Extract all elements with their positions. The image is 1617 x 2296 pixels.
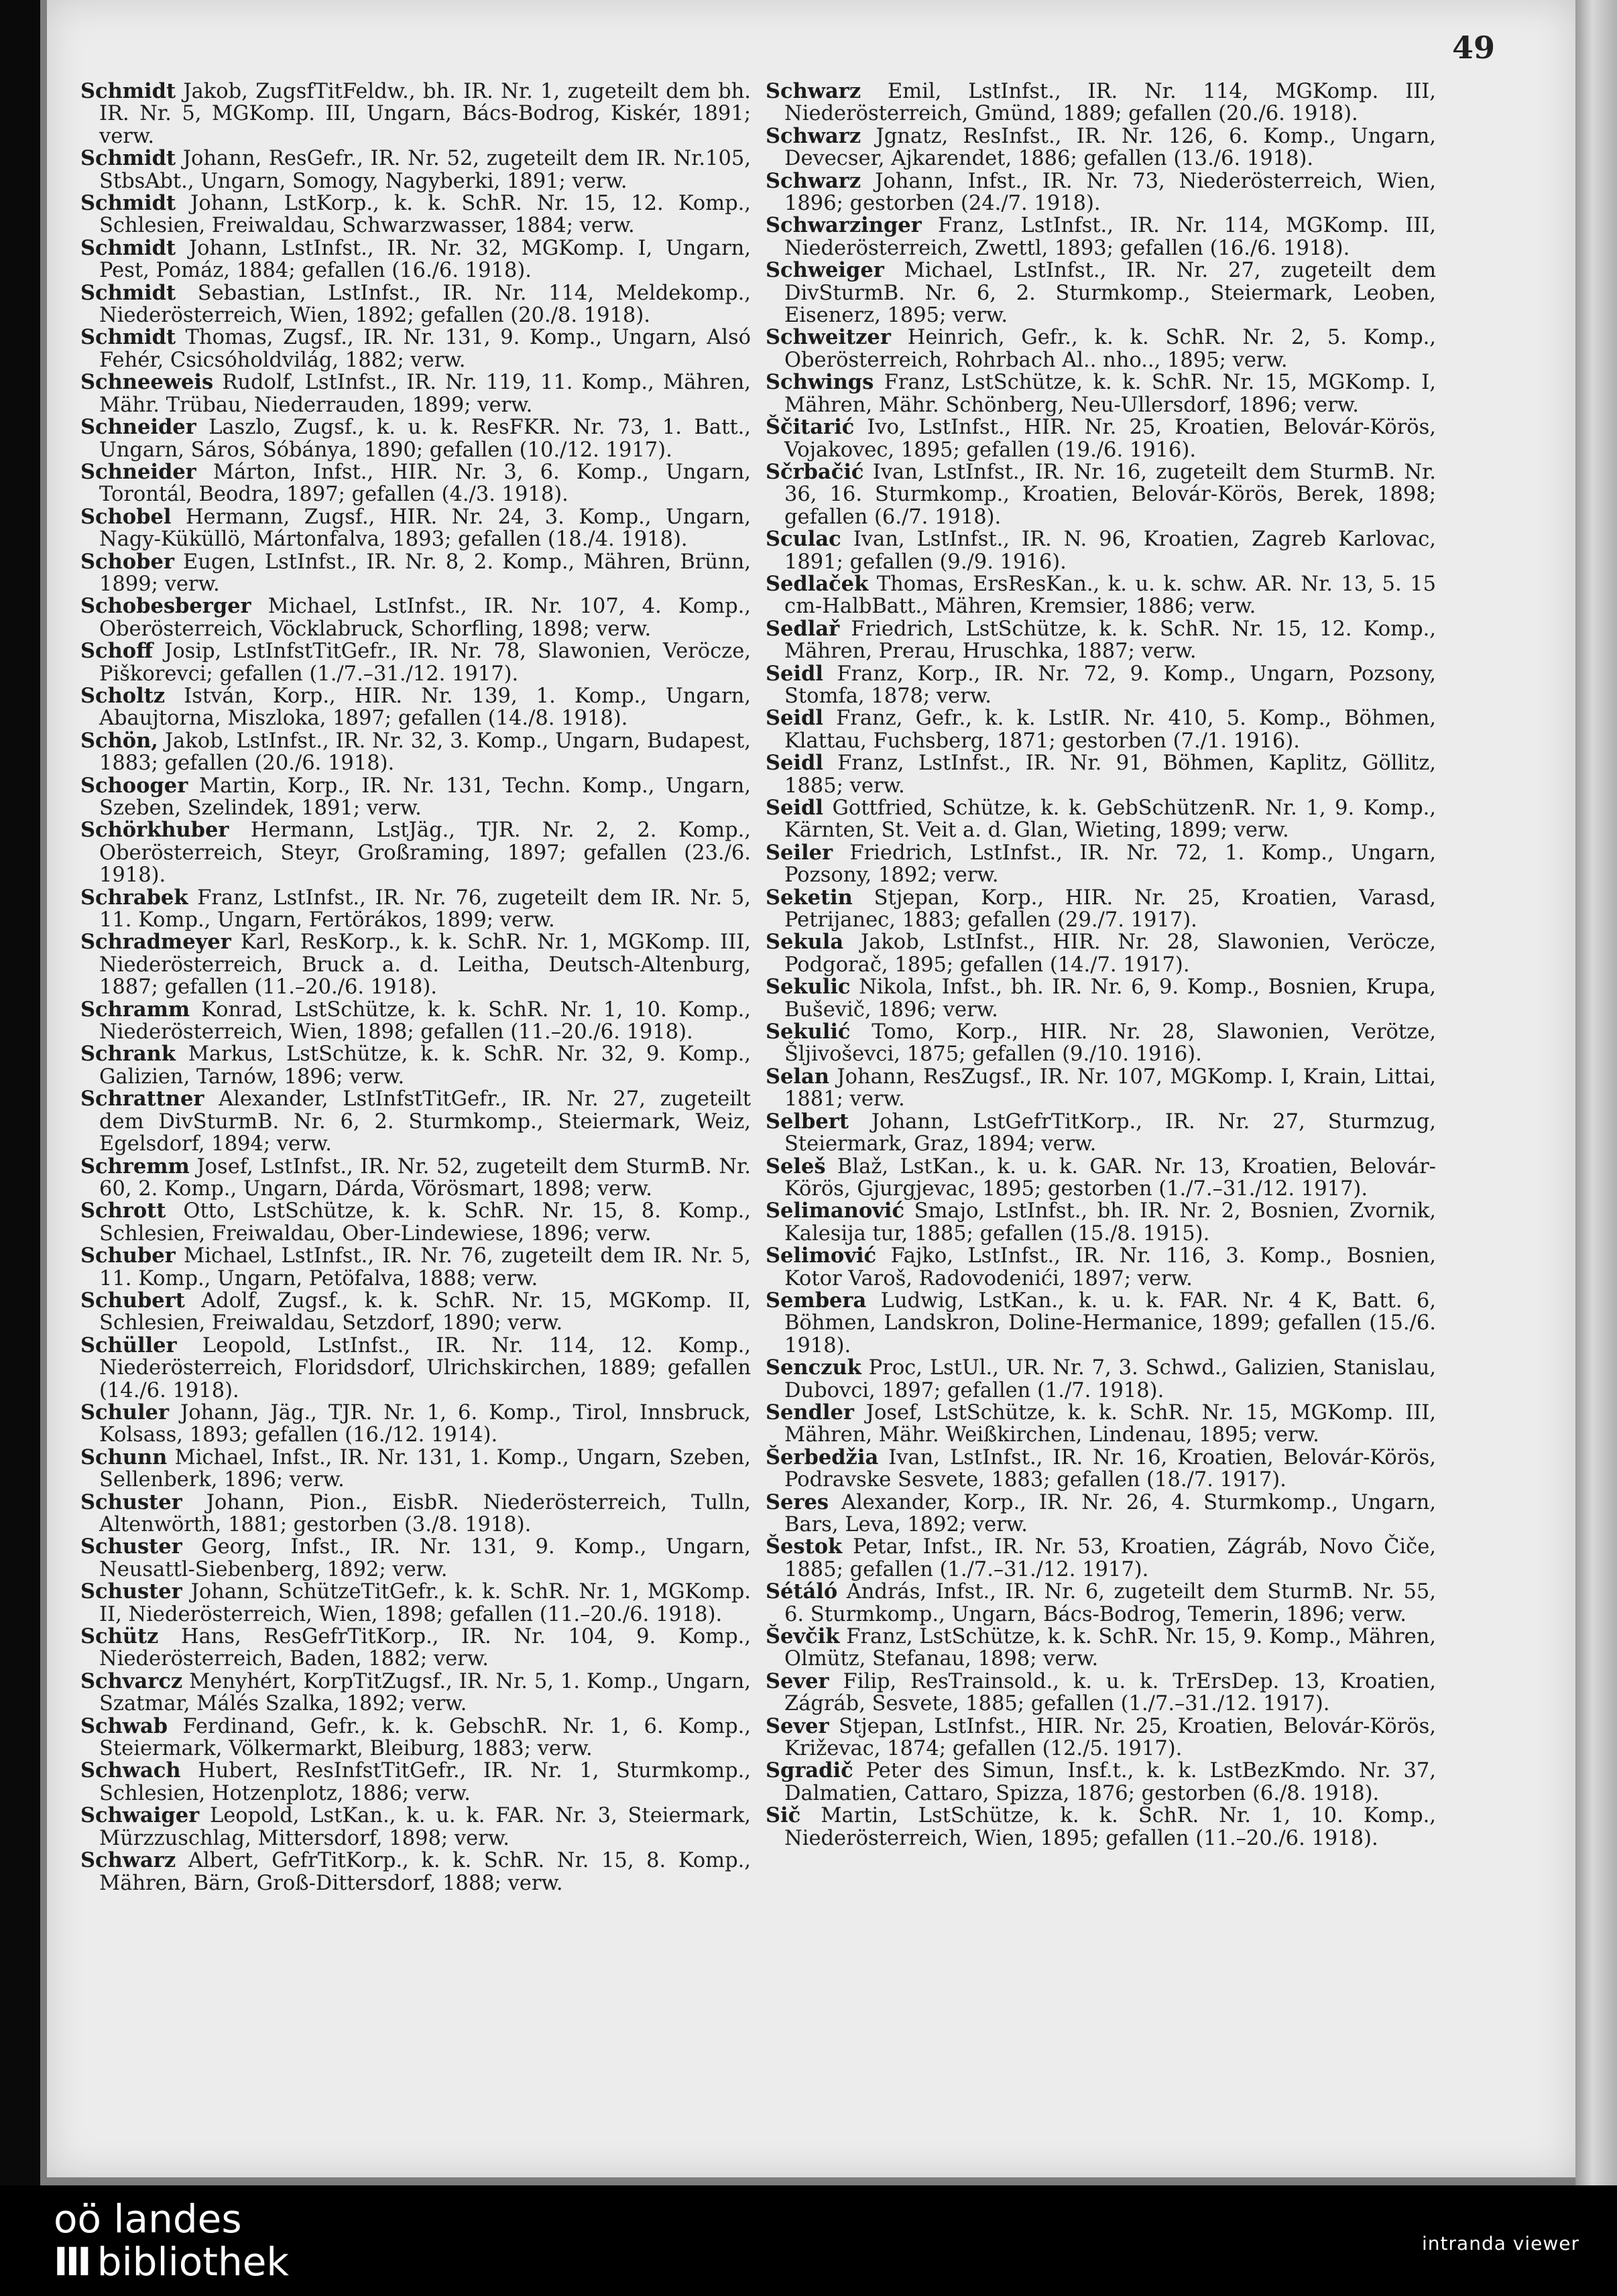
entry-details: Ivo, LstInfst., HIR. Nr. 25, Kroatien, Belovár-Körös, Vojakovec, 1895; gefallen (19./6. 1916). xyxy=(784,416,1436,462)
register-entry xyxy=(766,1536,1436,1581)
entry-details: Leopold, LstKan., k. u. k. FAR. Nr. 3, Steiermark, Mürzzuschlag, Mittersdorf, 1898; verw. xyxy=(99,1804,751,1850)
entry-surname: Schütz xyxy=(80,1624,159,1649)
entry-surname: Sgradič xyxy=(766,1758,853,1783)
entry-surname: Seidl xyxy=(766,661,823,686)
entry-details: Adolf, Zugsf., k. k. SchR. Nr. 15, MGKomp. II, Schlesien, Freiwaldau, Setzdorf, 1890; verw. xyxy=(99,1288,751,1335)
entry-details: Johann, LstGefrTitKorp., IR. Nr. 27, Sturmzug, Steiermark, Graz, 1894; verw. xyxy=(784,1109,1436,1156)
viewer-brand: intranda viewer xyxy=(1422,2232,1579,2254)
register-entry xyxy=(766,326,1436,371)
register-entry xyxy=(80,730,751,775)
entry-details: Franz, Korp., IR. Nr. 72, 9. Komp., Ungarn, Pozsony, Stomfa, 1878; verw. xyxy=(784,662,1436,708)
register-entry xyxy=(80,80,751,147)
entry-surname: Schwarzinger xyxy=(766,213,922,238)
entry-details: Emil, LstInfst., IR. Nr. 114, MGKomp. III, Niederösterreich, Gmünd, 1889; gefallen (20./6. 1918). xyxy=(784,80,1436,126)
entry-surname: Schwab xyxy=(80,1713,168,1738)
entry-details: Karl, ResKorp., k. k. SchR. Nr. 1, MGKomp. III, Niederösterreich, Bruck a. d. Leitha, Deutsch-Altenburg, 1887; gefallen (11.–20./6. 1918). xyxy=(99,930,751,1000)
library-logo[interactable] xyxy=(54,2197,289,2283)
register-entry xyxy=(766,707,1436,752)
entry-surname: Schmidt xyxy=(80,191,176,216)
register-entry xyxy=(80,1200,751,1245)
logo-line-1: oö landes xyxy=(54,2196,242,2242)
entry-surname: Sendler xyxy=(766,1400,854,1425)
register-entry xyxy=(80,326,751,371)
entry-surname: Sekulić xyxy=(766,1020,851,1044)
register-entry xyxy=(80,192,751,237)
entry-surname: Sekula xyxy=(766,930,844,955)
entry-surname: Schmidt xyxy=(80,79,176,103)
entry-details: Franz, LstSchütze, k. k. SchR. Nr. 15, MGKomp. I, Mähren, Mähr. Schönberg, Neu-Ullersdorf, 1896; verw. xyxy=(784,371,1436,417)
entry-details: Hermann, Zugsf., HIR. Nr. 24, 3. Komp., Ungarn, Nagy-Küküllö, Mártonfalva, 1893; gefallen (18./4. 1918). xyxy=(99,505,751,552)
entry-details: Josef, LstSchütze, k. k. SchR. Nr. 15, MGKomp. III, Mähren, Mähr. Weißkirchen, Lindenau, 1895; verw. xyxy=(784,1400,1436,1447)
register-entry xyxy=(80,931,751,998)
entry-details: Jgnatz, ResInfst., IR. Nr. 126, 6. Komp., Ungarn, Devecser, Ajkarendet, 1886; gefallen (13./6. 1918). xyxy=(784,124,1436,171)
entry-details: Hermann, LstJäg., TJR. Nr. 2, 2. Komp., Oberösterreich, Steyr, Großraming, 1897; gefallen (23./6. 1918). xyxy=(99,819,751,888)
entry-details: Smajo, LstInfst., bh. IR. Nr. 2, Bosnien, Zvornik, Kalesija tur, 1885; gefallen (15./8. 1915). xyxy=(784,1199,1436,1246)
register-entry xyxy=(766,1581,1436,1626)
entry-details: Johann, ResZugsf., IR. Nr. 107, MGKomp. I, Krain, Littai, 1881; verw. xyxy=(784,1065,1436,1111)
entry-details: Franz, Gefr., k. k. LstIR. Nr. 410, 5. Komp., Böhmen, Klattau, Fuchsberg, 1871; gestorben (7./1. 1916). xyxy=(784,707,1436,753)
register-entry xyxy=(80,819,751,886)
entry-details: Fajko, LstInfst., IR. Nr. 116, 3. Komp., Bosnien, Kotor Varoš, Radovodenići, 1897; verw. xyxy=(784,1244,1436,1290)
register-entry xyxy=(766,1805,1436,1850)
register-entry xyxy=(766,259,1436,326)
entry-details: Thomas, ErsResKan., k. u. k. schw. AR. Nr. 13, 5. 15 cm-HalbBatt., Mähren, Kremsier, 1886; verw. xyxy=(784,572,1436,619)
entry-details: Hans, ResGefrTitKorp., IR. Nr. 104, 9. Komp., Niederösterreich, Baden, 1882; verw. xyxy=(99,1625,751,1671)
entry-surname: Šerbedžia xyxy=(766,1445,879,1469)
register-entry xyxy=(80,1043,751,1088)
entry-surname: Seres xyxy=(766,1490,829,1514)
entry-surname: Sever xyxy=(766,1669,829,1693)
entry-surname: Sever xyxy=(766,1713,829,1738)
entry-details: Michael, LstInfst., IR. Nr. 27, zugeteilt dem DivSturmB. Nr. 6, 2. Sturmkomp., Steiermark, Leoben, Eisenerz, 1895; verw. xyxy=(784,259,1436,328)
entry-details: Heinrich, Gefr., k. k. SchR. Nr. 2, 5. Komp., Oberösterreich, Rohrbach Al.. nho.., 1895; verw. xyxy=(784,326,1436,372)
register-entry xyxy=(766,528,1436,573)
entry-surname: Schwarz xyxy=(766,168,861,193)
entry-surname: Schörkhuber xyxy=(80,818,229,843)
register-entry xyxy=(766,1156,1436,1201)
entry-details: Johann, LstKorp., k. k. SchR. Nr. 15, 12. Komp., Schlesien, Freiwaldau, Schwarzwasser, 1884; verw. xyxy=(99,192,751,238)
register-entry xyxy=(80,685,751,730)
entry-surname: Schwach xyxy=(80,1758,181,1783)
entry-details: Johann, SchützeTitGefr., k. k. SchR. Nr. 1, MGKomp. II, Niederösterreich, Wien, 1898; gefallen (11.–20./6. 1918). xyxy=(99,1580,751,1626)
entry-surname: Selan xyxy=(766,1064,829,1089)
register-entry xyxy=(80,1492,751,1536)
entry-details: Proc, LstUl., UR. Nr. 7, 3. Schwd., Galizien, Stanislau, Dubovci, 1897; gefallen (1./7. 1918). xyxy=(784,1356,1436,1402)
logo-text: bibliothek xyxy=(97,2239,289,2285)
entry-details: Albert, GefrTitKorp., k. k. SchR. Nr. 15, 8. Komp., Mähren, Bärn, Groß-Dittersdorf, 1888; verw. xyxy=(99,1849,751,1895)
entry-surname: Sedlař xyxy=(766,616,840,641)
entry-details: István, Korp., HIR. Nr. 139, 1. Komp., Ungarn, Abaujtorna, Miszloka, 1897; gefallen (14./8. 1918). xyxy=(99,684,751,731)
register-entry xyxy=(766,1671,1436,1715)
register-entry xyxy=(80,147,751,192)
entry-details: Georg, Infst., IR. Nr. 131, 9. Komp., Ungarn, Neusattl-Siebenberg, 1892; verw. xyxy=(99,1535,751,1581)
register-entry xyxy=(766,461,1436,528)
logo-bars: III xyxy=(54,2239,89,2285)
entry-details: Michael, Infst., IR. Nr. 131, 1. Komp., Ungarn, Szeben, Sellenberk, 1896; verw. xyxy=(99,1445,751,1492)
entry-details: Petar, Infst., IR. Nr. 53, Kroatien, Zágráb, Novo Čiče, 1885; gefallen (1./7.–31./12. 1917). xyxy=(784,1535,1436,1581)
entry-surname: Schrott xyxy=(80,1199,166,1223)
register-entry xyxy=(766,797,1436,842)
register-entry xyxy=(80,1402,751,1447)
register-entry xyxy=(80,1805,751,1850)
register-entry xyxy=(766,887,1436,932)
register-entry xyxy=(766,1492,1436,1536)
register-entry xyxy=(766,80,1436,125)
register-entry xyxy=(80,1447,751,1492)
entry-details: Martin, Korp., IR. Nr. 131, Techn. Komp., Ungarn, Szeben, Szelindek, 1891; verw. xyxy=(99,774,751,820)
register-entry xyxy=(766,1290,1436,1357)
entry-surname: Schobesberger xyxy=(80,594,251,619)
entry-surname: Schober xyxy=(80,549,174,574)
entry-details: Jakob, ZugsfTitFeldw., bh. IR. Nr. 1, zugeteilt dem bh. IR. Nr. 5, MGKomp. III, Ungarn, Bács-Bodrog, Kiskér, 1891; verw. xyxy=(99,80,751,148)
entry-surname: Schweiger xyxy=(766,258,884,283)
logo-line-2 xyxy=(54,2240,289,2283)
entry-surname: Schmidt xyxy=(80,325,176,350)
entry-details: Tomo, Korp., HIR. Nr. 28, Slawonien, Verötze, Šljivoševci, 1875; gefallen (9./10. 1916). xyxy=(784,1020,1436,1067)
register-entry xyxy=(80,640,751,685)
entry-details: Blaž, LstKan., k. u. k. GAR. Nr. 13, Kroatien, Belovár-Körös, Gjurgjevac, 1895; gestorben (1./7.–31./12. 1917). xyxy=(784,1154,1436,1201)
entry-details: Johann, ResGefr., IR. Nr. 52, zugeteilt dem IR. Nr.105, StbsAbt., Ungarn, Somogy, Nagyberki, 1891; verw. xyxy=(99,147,751,193)
entry-details: Nikola, Infst., bh. IR. Nr. 6, 9. Komp., Bosnien, Krupa, Buševič, 1896; verw. xyxy=(784,975,1436,1022)
register-entry xyxy=(80,416,751,461)
entry-surname: Sič xyxy=(766,1803,801,1828)
entry-details: Thomas, Zugsf., IR. Nr. 131, 9. Komp., Ungarn, Alsó Fehér, Csicsóholdvilág, 1882; verw. xyxy=(99,326,751,372)
entry-surname: Sekulic xyxy=(766,975,851,1000)
register-entry xyxy=(80,595,751,640)
register-entry xyxy=(766,1715,1436,1760)
entry-details: Martin, LstSchütze, k. k. SchR. Nr. 1, 10. Komp., Niederösterreich, Wien, 1895; gefallen (11.–20./6. 1918). xyxy=(784,1804,1436,1850)
entry-details: Ivan, LstInfst., IR. Nr. 16, Kroatien, Belovár-Körös, Podravske Sesvete, 1883; gefallen (18./7. 1917). xyxy=(784,1445,1436,1492)
entry-details: Sebastian, LstInfst., IR. Nr. 114, Meldekomp., Niederösterreich, Wien, 1892; gefallen (20./8. 1918). xyxy=(99,281,751,328)
entry-surname: Schüller xyxy=(80,1333,177,1357)
entry-details: Ferdinand, Gefr., k. k. GebschR. Nr. 1, 6. Komp., Steiermark, Völkermarkt, Bleiburg, 1883; verw. xyxy=(99,1714,751,1761)
register-entry xyxy=(766,215,1436,259)
entry-surname: Schneider xyxy=(80,459,196,484)
entry-details: Michael, LstInfst., IR. Nr. 76, zugeteilt dem IR. Nr. 5, 11. Komp., Ungarn, Petöfalva, 1888; verw. xyxy=(99,1244,751,1290)
entry-details: Johann, LstInfst., IR. Nr. 32, MGKomp. I, Ungarn, Pest, Pomáz, 1884; gefallen (16./6. 1918). xyxy=(99,236,751,283)
register-entry xyxy=(766,752,1436,797)
register-entry xyxy=(766,842,1436,887)
register-entry xyxy=(766,1111,1436,1156)
entry-surname: Scholtz xyxy=(80,683,166,708)
entry-surname: Seiler xyxy=(766,840,833,865)
register-entry xyxy=(766,416,1436,461)
entry-surname: Šestok xyxy=(766,1534,843,1559)
register-entry xyxy=(80,1088,751,1155)
entry-details: Leopold, LstInfst., IR. Nr. 114, 12. Komp., Niederösterreich, Floridsdorf, Ulrichskirchen, 1889; gefallen (14./6. 1918). xyxy=(99,1333,751,1402)
register-entry xyxy=(766,931,1436,976)
entry-surname: Selimanović xyxy=(766,1199,905,1223)
entry-surname: Schrank xyxy=(80,1042,176,1067)
entry-surname: Schön, xyxy=(80,728,158,753)
entry-details: Menyhért, KorpTitZugsf., IR. Nr. 5, 1. Komp., Ungarn, Szatmar, Málés Szalka, 1892; verw. xyxy=(99,1669,751,1716)
entry-surname: Sculac xyxy=(766,527,841,552)
register-entry xyxy=(766,125,1436,170)
entry-surname: Seidl xyxy=(766,706,823,731)
entry-surname: Schramm xyxy=(80,997,190,1022)
entry-surname: Schmidt xyxy=(80,235,176,260)
entry-details: Gottfried, Schütze, k. k. GebSchützenR. Nr. 1, 9. Komp., Kärnten, St. Veit a. d. Glan, Wieting, 1899; verw. xyxy=(784,796,1436,843)
entry-details: Josef, LstInfst., IR. Nr. 52, zugeteilt dem SturmB. Nr. 60, 2. Komp., Ungarn, Dárda, Vörösmart, 1898; verw. xyxy=(99,1154,751,1201)
entry-details: Filip, ResTrainsold., k. u. k. TrErsDep. 13, Kroatien, Zágráb, Sesvete, 1885; gefallen (1./7.–31./12. 1917). xyxy=(784,1669,1436,1716)
register-entry xyxy=(80,1715,751,1760)
register-entry xyxy=(80,1626,751,1671)
entry-surname: Schubert xyxy=(80,1288,185,1313)
register-entry xyxy=(80,1536,751,1581)
register-entry xyxy=(766,573,1436,618)
scanned-page xyxy=(47,0,1575,2177)
entry-surname: Schwaiger xyxy=(80,1803,200,1828)
register-entry xyxy=(766,618,1436,663)
register-entry xyxy=(766,1760,1436,1805)
register-entry xyxy=(766,663,1436,708)
entry-details: Eugen, LstInfst., IR. Nr. 8, 2. Komp., Mähren, Brünn, 1899; verw. xyxy=(99,550,751,596)
entry-surname: Schuler xyxy=(80,1400,170,1425)
entry-details: Konrad, LstSchütze, k. k. SchR. Nr. 1, 10. Komp., Niederösterreich, Wien, 1898; gefallen (11.–20./6. 1918). xyxy=(99,998,751,1044)
entry-surname: Schwarz xyxy=(766,79,861,103)
entry-details: Johann, Pion., EisbR. Niederösterreich, Tulln, Altenwörth, 1881; gestorben (3./8. 1918). xyxy=(99,1490,751,1536)
register-entry xyxy=(766,1402,1436,1447)
register-entry xyxy=(80,506,751,551)
register-entry xyxy=(766,1021,1436,1066)
register-entry xyxy=(766,170,1436,215)
entry-details: Jakob, LstInfst., IR. Nr. 32, 3. Komp., Ungarn, Budapest, 1883; gefallen (20./6. 1918). xyxy=(99,729,751,776)
entry-surname: Sétáló xyxy=(766,1579,838,1604)
entry-surname: Schwings xyxy=(766,370,874,395)
entry-surname: Schwarz xyxy=(80,1848,176,1873)
book-edge xyxy=(1575,0,1617,2185)
entry-surname: Selimović xyxy=(766,1244,877,1268)
entry-details: Jakob, LstInfst., HIR. Nr. 28, Slawonien, Veröcze, Podgorač, 1895; gefallen (14./7. 1917). xyxy=(784,930,1436,977)
entry-surname: Seketin xyxy=(766,885,853,910)
entry-surname: Schuster xyxy=(80,1579,182,1604)
entry-details: Otto, LstSchütze, k. k. SchR. Nr. 15, 8. Komp., Schlesien, Freiwaldau, Ober-Lindewiese, 1896; verw. xyxy=(99,1199,751,1246)
entry-details: Hubert, ResInfstTitGefr., IR. Nr. 1, Sturmkomp., Schlesien, Hotzenplotz, 1886; verw. xyxy=(99,1759,751,1805)
entry-details: Peter des Simun, Insf.t., k. k. LstBezKmdo. Nr. 37, Dalmatien, Cattaro, Spizza, 1876; gestorben (6./8. 1918). xyxy=(784,1759,1436,1805)
register-entry xyxy=(80,1850,751,1894)
entry-surname: Schuber xyxy=(80,1244,176,1268)
entry-details: Ivan, LstInfst., IR. N. 96, Kroatien, Zagreb Karlovac, 1891; gefallen (9./9. 1916). xyxy=(784,528,1436,574)
entry-surname: Schoff xyxy=(80,639,154,664)
entry-surname: Schmidt xyxy=(80,146,176,171)
register-entry xyxy=(80,282,751,327)
entry-details: Josip, LstInfstTitGefr., IR. Nr. 78, Slawonien, Veröcze, Piškorevci; gefallen (1./7.–31./12. 1917). xyxy=(99,640,751,686)
entry-surname: Selbert xyxy=(766,1109,849,1134)
entry-details: Stjepan, Korp., HIR. Nr. 25, Kroatien, Varasd, Petrijanec, 1883; gefallen (29./7. 1917). xyxy=(784,886,1436,932)
register-entry xyxy=(80,551,751,596)
entry-surname: Seidl xyxy=(766,751,823,776)
entry-details: Márton, Infst., HIR. Nr. 3, 6. Komp., Ungarn, Torontál, Beodra, 1897; gefallen (4./3. 1918). xyxy=(99,460,751,507)
entry-details: Markus, LstSchütze, k. k. SchR. Nr. 32, 9. Komp., Galizien, Tarnów, 1896; verw. xyxy=(99,1042,751,1089)
left-column xyxy=(80,80,751,1894)
entry-details: Johann, Infst., IR. Nr. 73, Niederösterreich, Wien, 1896; gestorben (24./7. 1918). xyxy=(784,169,1436,216)
entry-details: Franz, LstInfst., IR. Nr. 91, Böhmen, Kaplitz, Göllitz, 1885; verw. xyxy=(784,751,1436,798)
register-entry xyxy=(766,1357,1436,1402)
register-entry xyxy=(80,1581,751,1626)
entry-surname: Schmidt xyxy=(80,280,176,305)
entry-surname: Schradmeyer xyxy=(80,930,231,955)
register-entry xyxy=(80,775,751,820)
register-entry xyxy=(80,1290,751,1335)
register-entry xyxy=(766,1066,1436,1111)
page-number: 49 xyxy=(1451,29,1495,66)
entry-surname: Schrattner xyxy=(80,1087,204,1111)
entry-details: Friedrich, LstInfst., IR. Nr. 72, 1. Komp., Ungarn, Pozsony, 1892; verw. xyxy=(784,841,1436,888)
entry-details: Michael, LstInfst., IR. Nr. 107, 4. Komp., Oberösterreich, Vöcklabruck, Schorfling, 1898; verw. xyxy=(99,595,751,641)
register-entry xyxy=(80,371,751,416)
right-column xyxy=(766,80,1436,1850)
register-entry xyxy=(80,237,751,282)
register-entry xyxy=(766,1447,1436,1492)
entry-surname: Schooger xyxy=(80,773,188,798)
entry-surname: Senczuk xyxy=(766,1355,861,1380)
entry-surname: Schuster xyxy=(80,1490,182,1514)
register-entry xyxy=(80,999,751,1044)
entry-surname: Schremm xyxy=(80,1154,190,1179)
entry-details: Ludwig, LstKan., k. u. k. FAR. Nr. 4 K, Batt. 6, Böhmen, Landskron, Doline-Hermanice, 1899; gefallen (15./6. 1918). xyxy=(784,1288,1436,1357)
entry-surname: Schrabek xyxy=(80,885,188,910)
register-entry xyxy=(766,1245,1436,1290)
register-entry xyxy=(80,1671,751,1715)
register-entry xyxy=(766,1200,1436,1245)
entry-surname: Ševčik xyxy=(766,1624,840,1649)
register-entry xyxy=(766,1626,1436,1671)
entry-details: Alexander, LstInfstTitGefr., IR. Nr. 27, zugeteilt dem DivSturmB. Nr. 6, 2. Sturmkomp., Steiermark, Weiz, Egelsdorf, 1894; verw. xyxy=(99,1087,751,1156)
entry-surname: Schneider xyxy=(80,415,196,440)
entry-surname: Schuster xyxy=(80,1534,182,1559)
entry-details: Franz, LstSchütze, k. k. SchR. Nr. 15, 9. Komp., Mähren, Olmütz, Stefanau, 1898; verw. xyxy=(784,1625,1436,1671)
entry-surname: Schunn xyxy=(80,1445,168,1469)
register-entry xyxy=(80,1156,751,1201)
entry-surname: Seidl xyxy=(766,796,823,820)
register-entry xyxy=(80,1760,751,1805)
entry-surname: Schobel xyxy=(80,504,172,529)
entry-surname: Schwarz xyxy=(766,123,861,148)
register-entry xyxy=(766,371,1436,416)
register-entry xyxy=(80,887,751,932)
entry-surname: Sembera xyxy=(766,1288,867,1313)
entry-surname: Sedlaček xyxy=(766,571,869,596)
entry-details: Johann, Jäg., TJR. Nr. 1, 6. Komp., Tirol, Innsbruck, Kolsass, 1893; gefallen (16./12. 1914). xyxy=(99,1400,751,1447)
entry-surname: Sčrbačić xyxy=(766,459,864,484)
entry-details: Rudolf, LstInfst., IR. Nr. 119, 11. Komp., Mähren, Mähr. Trübau, Niederrauden, 1899; verw. xyxy=(99,371,751,417)
entry-details: Ivan, LstInfst., IR. Nr. 16, zugeteilt dem SturmB. Nr. 36, 16. Sturmkomp., Kroatien, Belovár-Körös, Berek, 1898; gefallen (6./7. 1918). xyxy=(784,460,1436,529)
register-entry xyxy=(766,976,1436,1021)
entry-details: Laszlo, Zugsf., k. u. k. ResFKR. Nr. 73, 1. Batt., Ungarn, Sáros, Sóbánya, 1890; gefallen (10./12. 1917). xyxy=(99,416,751,462)
entry-details: Franz, LstInfst., IR. Nr. 114, MGKomp. III, Niederösterreich, Zwettl, 1893; gefallen (16./6. 1918). xyxy=(784,214,1436,260)
entry-surname: Seleš xyxy=(766,1154,826,1179)
entry-surname: Ščitarić xyxy=(766,415,855,440)
entry-details: András, Infst., IR. Nr. 6, zugeteilt dem SturmB. Nr. 55, 6. Sturmkomp., Ungarn, Bács-Bodrog, Temerin, 1896; verw. xyxy=(784,1580,1436,1626)
register-entry xyxy=(80,461,751,506)
register-entry xyxy=(80,1245,751,1290)
register-entry xyxy=(80,1335,751,1402)
entry-surname: Schvarcz xyxy=(80,1669,183,1693)
entry-details: Franz, LstInfst., IR. Nr. 76, zugeteilt dem IR. Nr. 5, 11. Komp., Ungarn, Fertörákos, 1899; verw. xyxy=(99,886,751,932)
entry-details: Alexander, Korp., IR. Nr. 26, 4. Sturmkomp., Ungarn, Bars, Leva, 1892; verw. xyxy=(784,1490,1436,1536)
entry-surname: Schneeweis xyxy=(80,370,214,395)
entry-details: Stjepan, LstInfst., HIR. Nr. 25, Kroatien, Belovár-Körös, Križevac, 1874; gefallen (12./5. 1917). xyxy=(784,1714,1436,1761)
entry-surname: Schweitzer xyxy=(766,325,891,350)
entry-details: Friedrich, LstSchütze, k. k. SchR. Nr. 15, 12. Komp., Mähren, Prerau, Hruschka, 1887; verw. xyxy=(784,617,1436,664)
